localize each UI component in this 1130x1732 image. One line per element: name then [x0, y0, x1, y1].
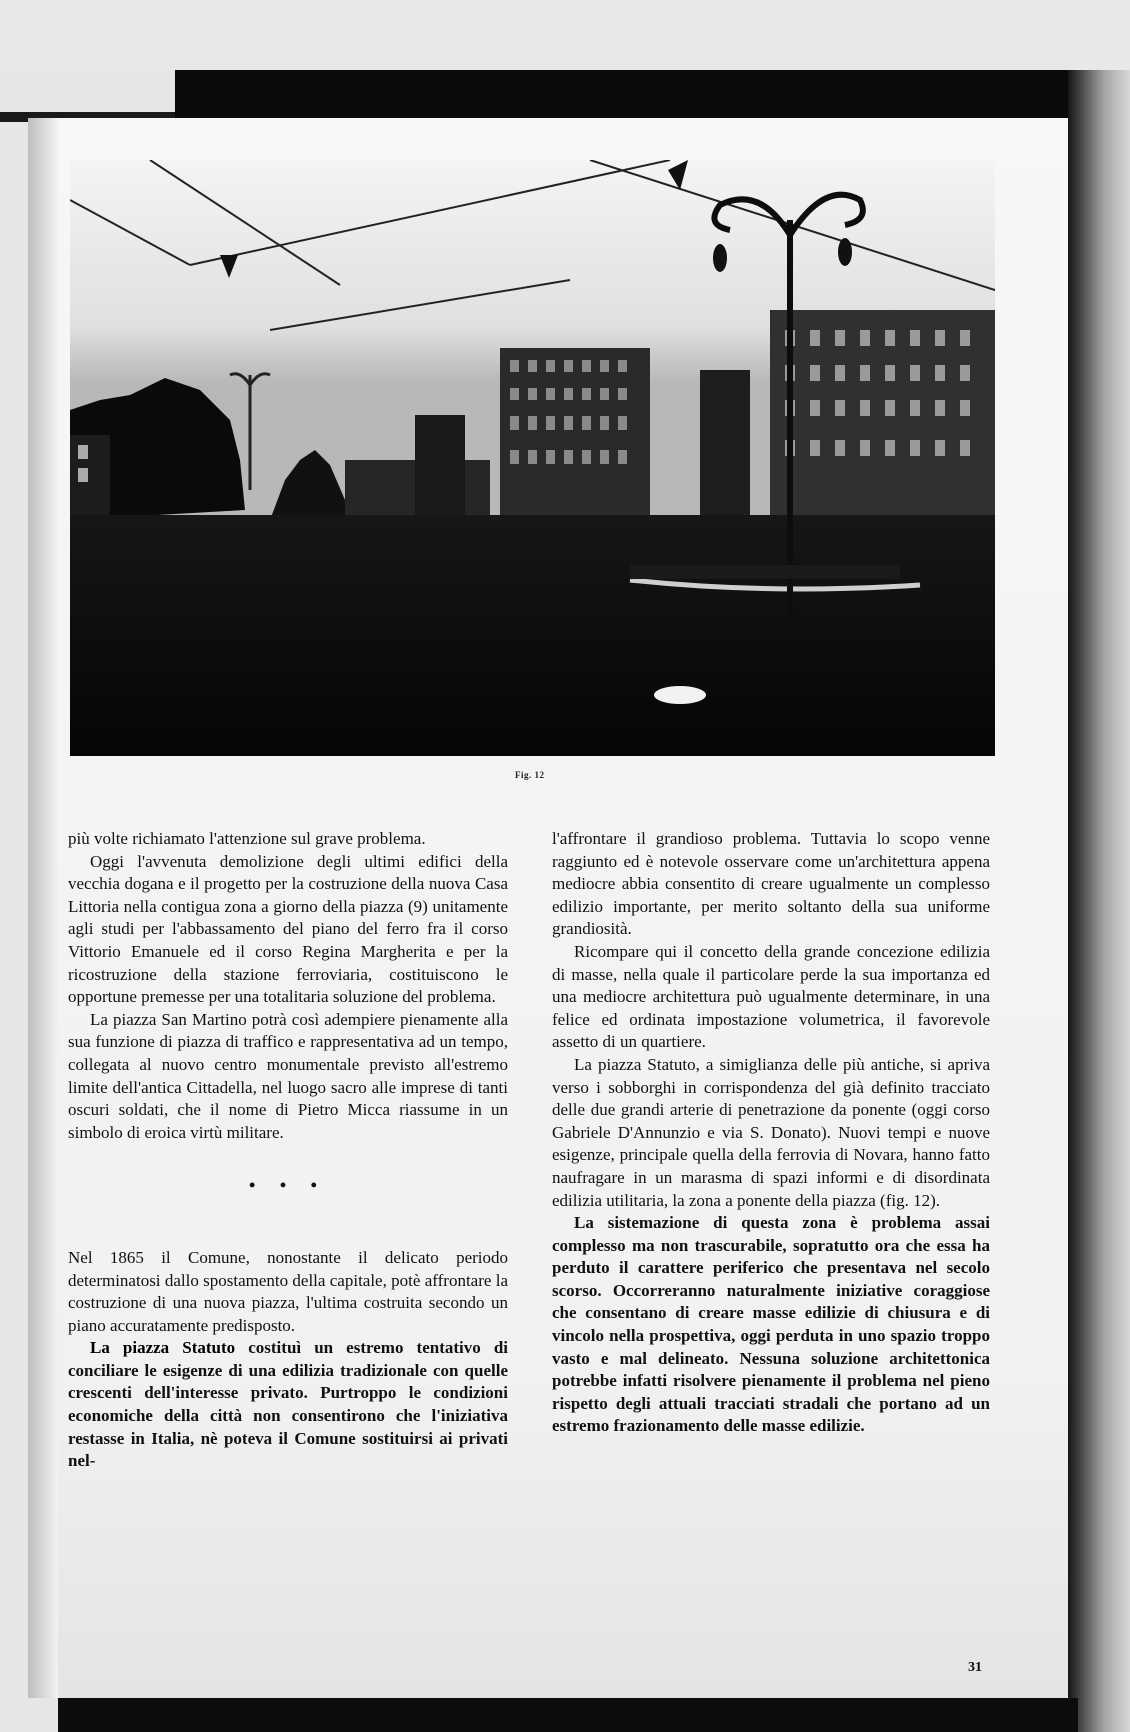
scan-dark-border-bottom — [58, 1698, 1078, 1732]
paragraph: l'affrontare il grandioso problema. Tuttavia lo scopo venne raggiunto ed è notevole osservare come un'architettura appena mediocre abbia consentito di creare ugualmente un complesso edilizio importante, per merito soltanto della sua uniforme grandiosità. — [552, 829, 990, 939]
paragraph: La sistemazione di questa zona è problema assai complesso ma non trascurabile, sopratutto ora che essa ha perduto il carattere periferico che presentava nel secolo scorso. Occorreranno naturalmente iniziative coraggiose che consentano di creare masse edilizie di chiusura e di vincolo nella prospettiva, oggi perduta in uno spazio troppo vasto e mal delineato. Nessuna soluzione architettonica potrebbe infatti risolvere pienamente il problema nel pieno rispetto degli attuali tracciati stradali che portano ad un estremo frazionamento delle masse edilizie. — [552, 1213, 990, 1436]
paragraph: Oggi l'avvenuta demolizione degli ultimi edifici della vecchia dogana e il progetto per la costruzione della nuova Casa Littoria nella contigua zona a giorno della piazza (9) unitamente agli studi per l'abbassamento del piano del ferro fra il corso Vittorio Emanuele ed il corso Regina Margherita e per la ricostruzione della stazione ferroviaria, costituiscono le opportune premesse per una totalitaria soluzione del problema. — [68, 851, 508, 1007]
scan-margin — [0, 0, 1130, 70]
page-left-edge — [28, 118, 58, 1698]
figure-photo-piazza — [70, 160, 995, 756]
paragraph: più volte richiamato l'attenzione sul grave problema. — [68, 829, 426, 848]
photo-tall-building — [500, 348, 650, 528]
photo-illustration — [70, 160, 995, 756]
scan-dark-border-top — [175, 70, 1070, 118]
paragraph-body: costituì un estremo tentativo di conciliare le esigenze di una edilizia tradizionale con quelle crescenti dell'interesse privato. Purtroppo le condizioni economiche della città non consentirono che l'iniziativa restasse in Italia, nè poteva il Comune sostituirsi ai privati nel- — [68, 1338, 508, 1471]
paragraph: Nel 1865 il Comune, nonostante il delicato periodo determinatosi dallo spostamento della capitale, potè affrontare la costruzione di una nuova piazza, l'ultima costruita secondo un piano accuratamente predisposto. — [68, 1247, 508, 1335]
page-number: 31 — [968, 1660, 982, 1675]
photo-square-ground — [70, 515, 995, 756]
figure-label: Fig. 12 — [515, 770, 545, 780]
paragraph: La piazza San Martino potrà così adempiere pienamente alla sua funzione di piazza di traffico e rappresentativa ad un tempo, collegata al nuovo centro monumentale previsto all'estremo limite dell'antica Cittadella, nel luogo sacro alle imprese di tanti oscuri soldati, che il nome di Pietro Micca riassume in un simbolo di eroica virtù militare. — [68, 1009, 508, 1142]
section-separator: • • • — [249, 1175, 327, 1196]
paragraph — [68, 1337, 508, 1473]
paragraph: La piazza Statuto, a simiglianza delle più antiche, si apriva verso i sobborghi in corrispondenza del già definito tracciato delle due grandi arterie di penetrazione da ponente (oggi corso Gabriele D'Annunzio e via S. Donato). Nuovi tempi e nuove esigenze, principale quella della ferrovia di Novara, hanno fatto naufragare in un marasma di spazi informi e di disordinata edilizia utilitaria, la zona a ponente della piazza (fig. 12). — [552, 1054, 990, 1210]
paragraph: Ricompare qui il concetto della grande concezione edilizia di masse, nella quale il particolare perde la sua importanza ed una mediocre architettura può ugualmente determinare, in una felice ed ordinata impostazione volumetrica, il favorevole assetto di un quartiere. — [552, 941, 990, 1052]
text-column-right — [552, 828, 990, 1438]
paragraph-lead: La piazza Statuto — [90, 1338, 236, 1358]
text-column-left — [68, 828, 508, 1473]
page-right-edge — [1068, 70, 1130, 1732]
